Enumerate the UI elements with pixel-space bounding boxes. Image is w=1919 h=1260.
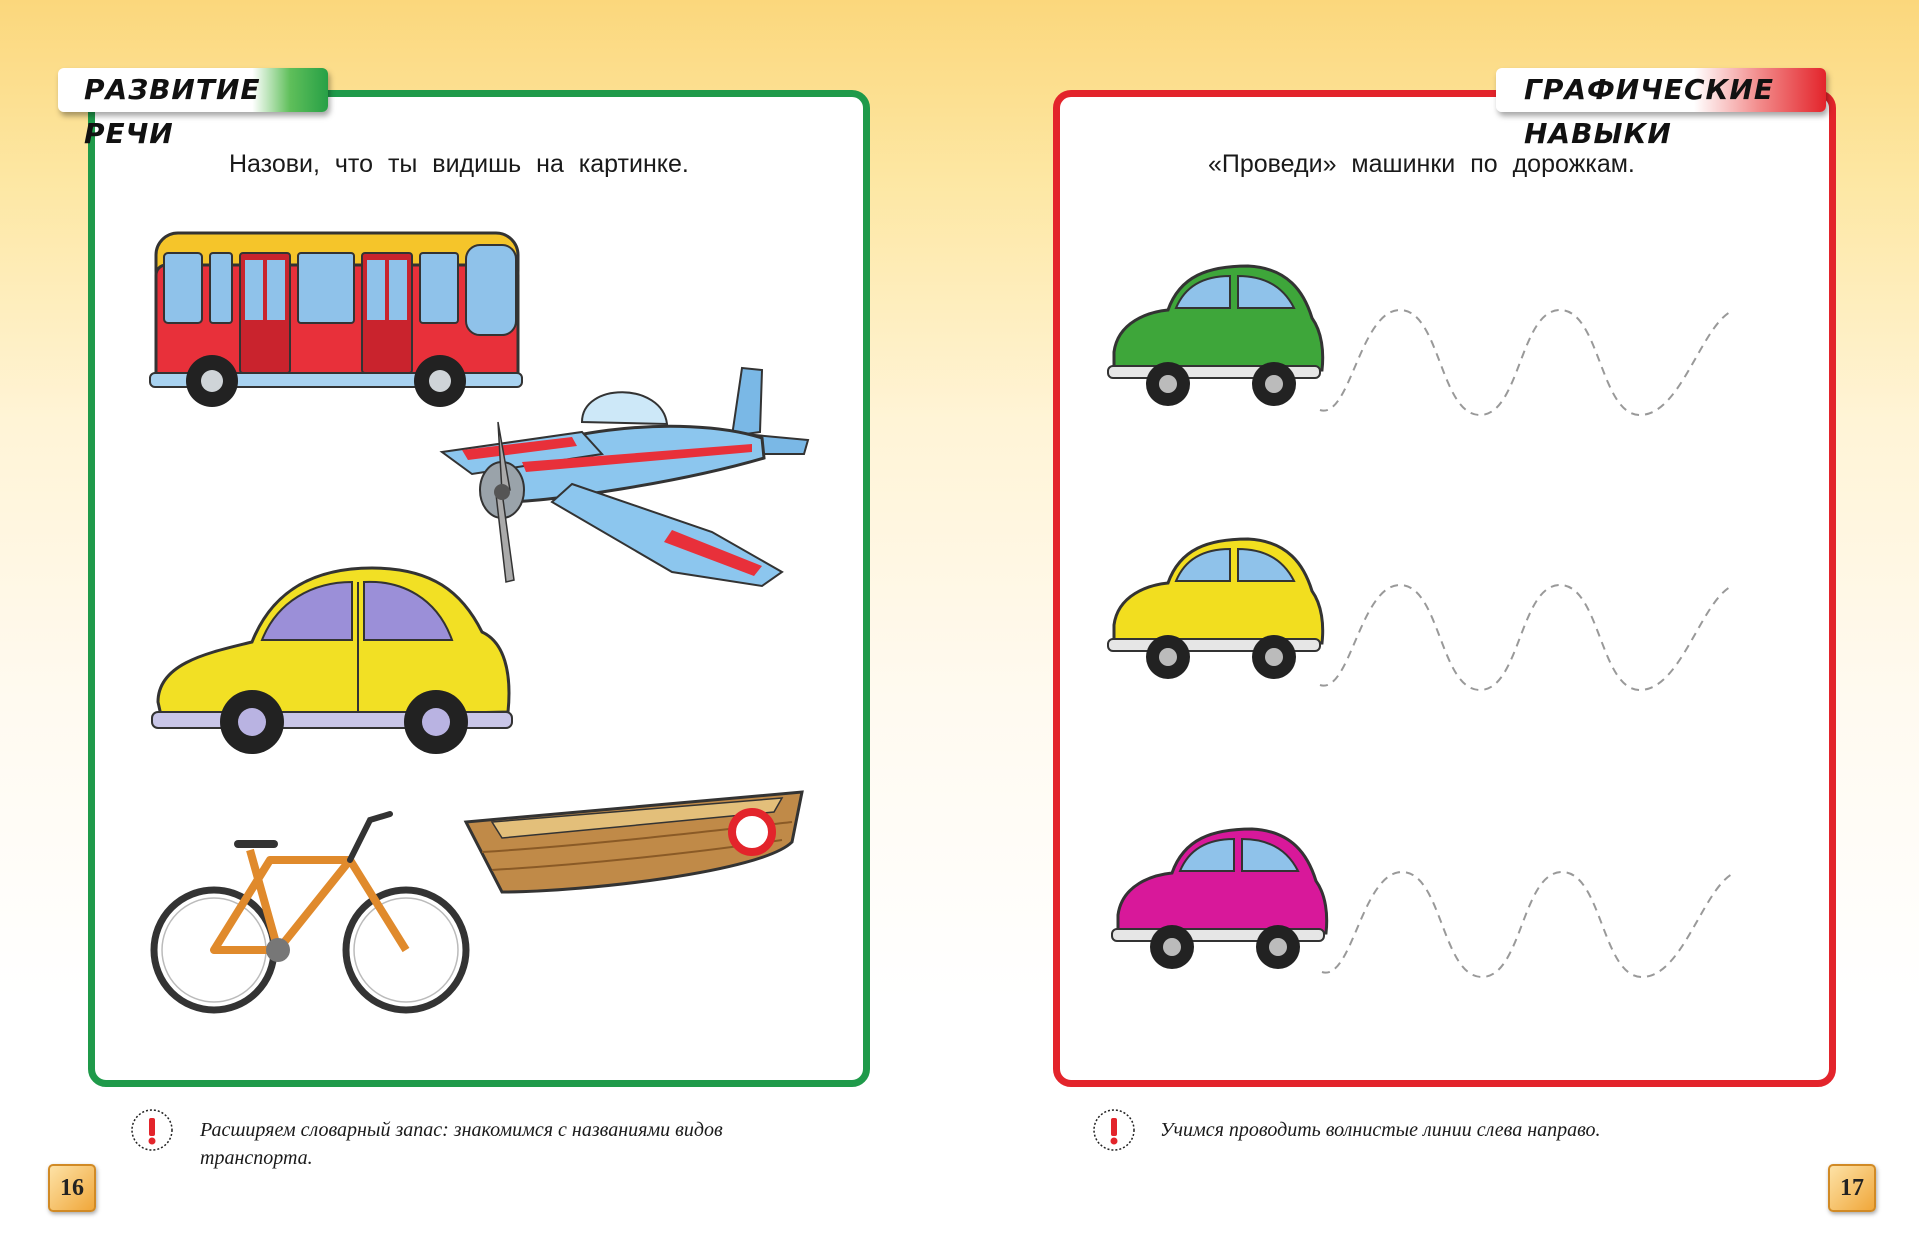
magenta-car-icon bbox=[1112, 825, 1332, 975]
boat-icon bbox=[462, 782, 812, 902]
section-tab-graphic-skills: ГРАФИЧЕСКИЕ НАВЫКИ bbox=[1496, 68, 1826, 112]
wavy-path-3 bbox=[1322, 862, 1742, 992]
info-exclamation-icon bbox=[1092, 1108, 1136, 1152]
left-instruction: Назови, что ты видишь на картинке. bbox=[229, 150, 689, 178]
left-page bbox=[0, 0, 959, 1260]
wavy-path-2 bbox=[1320, 575, 1740, 705]
info-exclamation-icon bbox=[130, 1108, 174, 1152]
right-note: Учимся проводить волнистые линии слева направо. bbox=[1160, 1119, 1601, 1141]
right-instruction: «Проведи» машинки по дорожкам. bbox=[1208, 150, 1635, 178]
page-number-17: 17 bbox=[1828, 1164, 1876, 1212]
car-icon bbox=[152, 562, 522, 762]
wavy-path-1 bbox=[1320, 300, 1740, 430]
green-car-icon bbox=[1108, 262, 1328, 412]
yellow-car-icon bbox=[1108, 535, 1328, 685]
section-tab-speech: РАЗВИТИЕ РЕЧИ bbox=[58, 68, 328, 112]
page-number-16: 16 bbox=[48, 1164, 96, 1212]
right-page bbox=[960, 0, 1919, 1260]
left-note: Расширяем словарный запас: знакомимся с названиями видов транспорта. bbox=[200, 1119, 723, 1169]
airplane-icon bbox=[432, 362, 812, 592]
bicycle-icon bbox=[150, 800, 470, 1035]
